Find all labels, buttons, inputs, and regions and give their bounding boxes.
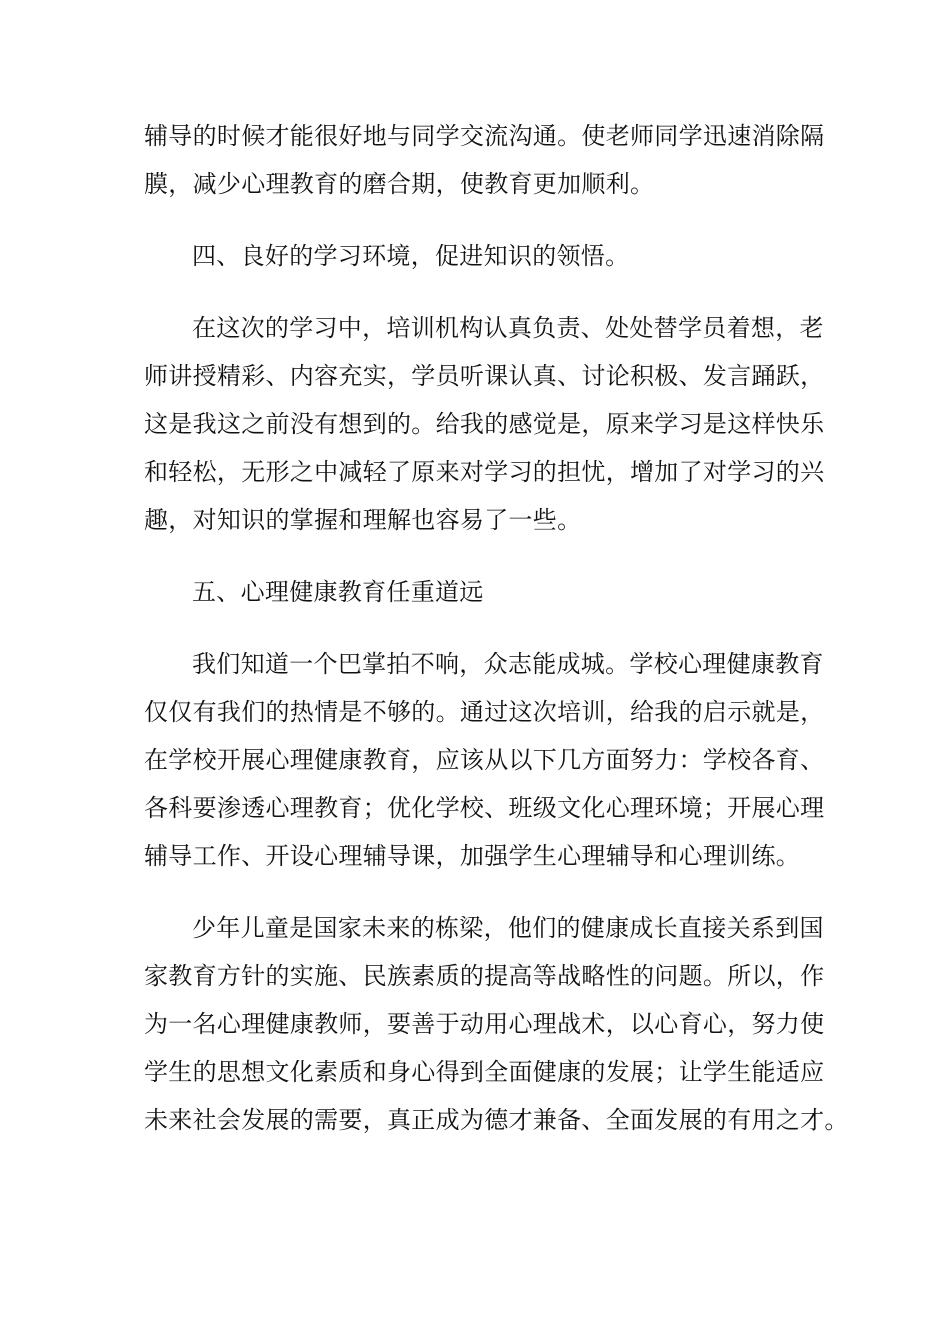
paragraph-continuation: [144, 112, 825, 208]
text-line: 未来社会发展的需要，真正成为德才兼备、全面发展的有用之才。: [144, 1106, 849, 1134]
text-line: 我们知道一个巴掌拍不响，众志能成城。学校心理健康教育: [192, 650, 824, 678]
text-line: 学生的思想文化素质和身心得到全面健康的发展；让学生能适应: [144, 1058, 825, 1086]
text-line: 各科要渗透心理教育；优化学校、班级文化心理环境；开展心理: [144, 794, 825, 822]
paragraph-school-efforts: [144, 640, 825, 880]
section-heading-5: [144, 568, 808, 616]
text-line: 和轻松，无形之中减轻了原来对学习的担忧，增加了对学习的兴: [144, 458, 825, 486]
text-line: 辅导的时候才能很好地与同学交流沟通。使老师同学迅速消除隔: [144, 122, 825, 150]
text-line: 这是我这之前没有想到的。给我的感觉是，原来学习是这样快乐: [144, 410, 825, 438]
text-line: 辅导工作、开设心理辅导课，加强学生心理辅导和心理训练。: [144, 842, 801, 870]
text-line: 在学校开展心理健康教育，应该从以下几方面努力：学校各育、: [144, 746, 825, 774]
text-line: 仅仅有我们的热情是不够的。通过这次培训，给我的启示就是，: [144, 698, 825, 726]
text-line: 在这次的学习中，培训机构认真负责、处处替学员着想，老: [192, 314, 824, 342]
text-line: 少年儿童是国家未来的栋梁，他们的健康成长直接关系到国: [192, 914, 824, 942]
text-line: 膜，减少心理教育的磨合期，使教育更加顺利。: [144, 170, 655, 198]
paragraph-conclusion: [144, 904, 849, 1144]
text-line: 趣，对知识的掌握和理解也容易了一些。: [144, 506, 582, 534]
section-heading-4: [144, 232, 808, 280]
heading-text: 五、心理健康教育任重道远: [192, 578, 484, 606]
text-line: 为一名心理健康教师，要善于动用心理战术，以心育心，努力使: [144, 1010, 825, 1038]
paragraph-learning-experience: [144, 304, 825, 544]
text-line: 师讲授精彩、内容充实，学员听课认真、讨论积极、发言踊跃，: [144, 362, 825, 390]
document-body: [144, 112, 849, 1168]
heading-text: 四、良好的学习环境，促进知识的领悟。: [192, 242, 630, 270]
text-line: 家教育方针的实施、民族素质的提高等战略性的问题。所以，作: [144, 962, 825, 990]
